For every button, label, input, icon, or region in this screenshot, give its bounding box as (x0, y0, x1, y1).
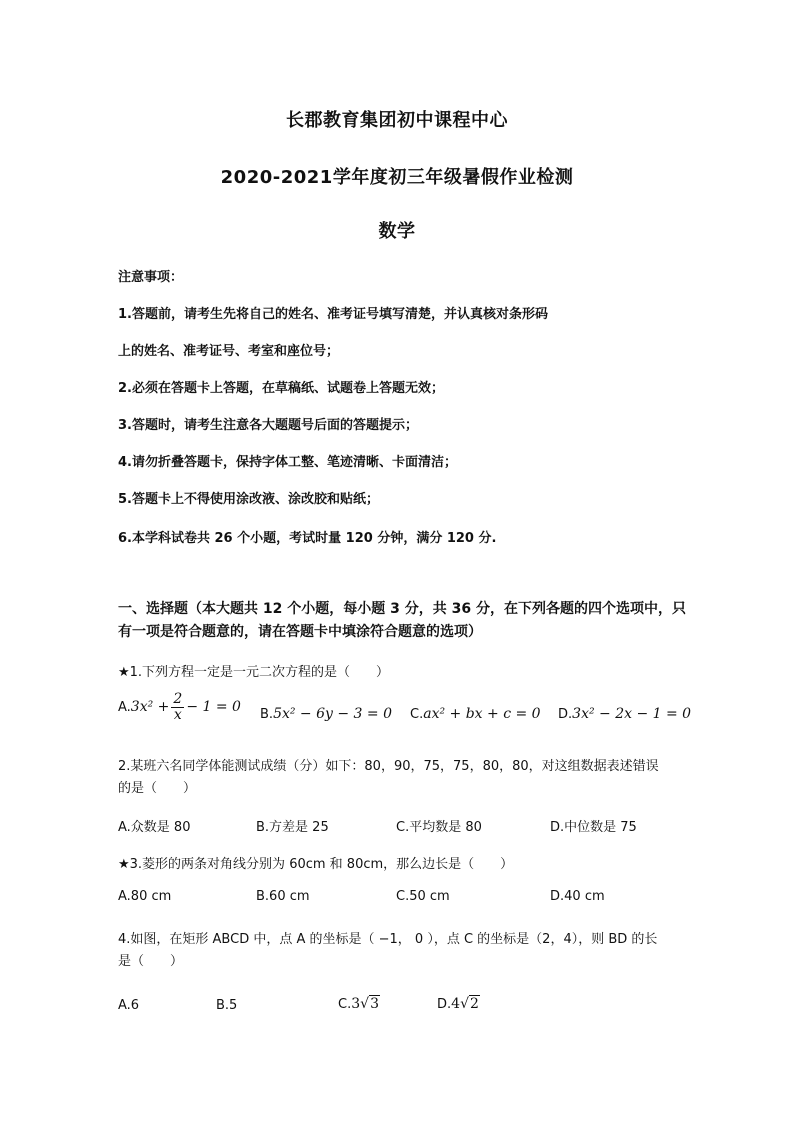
q4-option-d (437, 996, 480, 1012)
q1-a-numerator: 2 (173, 691, 183, 707)
note-6: 6.本学科试卷共 26 个小题，考试时量 120 分钟，满分 120 分. (118, 531, 497, 546)
q4-c-coefficient: 3 (351, 996, 361, 1012)
q4-c-label: C. (338, 997, 352, 1012)
q3-option-d: D.40 cm (550, 889, 605, 904)
note-1b: 上的姓名、准考证号、考室和座位号； (118, 344, 340, 359)
q4-stem-line2: 是（ ） (118, 954, 184, 969)
radical-sign-icon: √ (460, 996, 469, 1012)
q3-option-a: A.80 cm (118, 889, 172, 904)
title-subject: 数学 (378, 221, 416, 242)
q1-a-label: A. (118, 700, 131, 715)
q2-option-b: B.方差是 25 (256, 820, 329, 835)
q4-d-radicand: 2 (470, 996, 479, 1012)
note-2: 2.必须在答题卡上答题，在草稿纸、试题卷上答题无效； (118, 381, 444, 396)
title-school: 长郡教育集团初中课程中心 (286, 110, 508, 131)
radical-sign-icon: √ (360, 996, 370, 1012)
q4-option-a: A.6 (118, 998, 140, 1013)
title-exam: 2020-2021学年度初三年级暑假作业检测 (220, 167, 574, 188)
q2-option-c: C.平均数是 80 (396, 820, 482, 835)
q1-option-a (118, 692, 241, 723)
section1-line2: 有一项是符合题意的，请在答题卡中填涂符合题意的选项） (118, 624, 482, 640)
note-3: 3.答题时，请考生注意各大题题号后面的答题提示； (118, 418, 418, 433)
q1-b-label: B. (260, 707, 274, 722)
q3-option-c: C.50 cm (396, 889, 450, 904)
q2-stem-line2: 的是（ ） (118, 781, 197, 796)
q4-option-c (338, 996, 380, 1012)
section1-line1: 一、选择题（本大题共 12 个小题，每小题 3 分，共 36 分，在下列各题的四个选项中，只 (118, 601, 686, 617)
notes-heading: 注意事项： (118, 270, 184, 285)
q1-option-d (558, 706, 691, 722)
q4-stem-line1: 4.如图，在矩形 ABCD 中，点 A 的坐标是（ −1， 0 ），点 C 的坐标是（2，4），则 BD 的长 (118, 932, 658, 947)
q3-option-b: B.60 cm (256, 889, 310, 904)
note-4: 4.请勿折叠答题卡，保持字体工整、笔迹清晰、卡面清洁； (118, 455, 457, 470)
q1-a-fraction (171, 692, 184, 723)
q1-option-c (410, 706, 541, 722)
q1-a-post: − 1 = 0 (186, 699, 241, 715)
q2-option-a: A.众数是 80 (118, 820, 191, 835)
q1-option-b (260, 706, 392, 722)
q4-d-coefficient: 4 (451, 996, 461, 1012)
note-5: 5.答题卡上不得使用涂改液、涂改胶和贴纸； (118, 492, 379, 507)
q2-stem-line1: 2.某班六名同学体能测试成绩（分）如下：80，90，75，75，80，80，对这组数据表述错误 (118, 759, 659, 774)
q1-a-denominator: x (173, 707, 182, 723)
q3-stem: ★3.菱形的两条对角线分别为 60cm 和 80cm，那么边长是（ ） (118, 857, 514, 872)
note-1a: 1.答题前，请考生先将自己的姓名、准考证号填写清楚，并认真核对条形码 (118, 307, 548, 322)
q1-stem: ★1.下列方程一定是一元二次方程的是（ ） (118, 665, 390, 680)
q1-d-label: D. (558, 707, 573, 722)
q4-d-label: D. (437, 997, 452, 1012)
q4-c-radicand: 3 (370, 996, 379, 1012)
q1-c-label: C. (410, 707, 424, 722)
q1-b-math: 5x² − 6y − 3 = 0 (273, 706, 393, 722)
q1-d-math: 3x² − 2x − 1 = 0 (572, 706, 692, 722)
q1-c-math: ax² + bx + c = 0 (423, 706, 541, 722)
q4-option-b: B.5 (216, 998, 238, 1013)
q2-option-d: D.中位数是 75 (550, 820, 637, 835)
q1-a-pre: 3x² + (130, 699, 170, 715)
